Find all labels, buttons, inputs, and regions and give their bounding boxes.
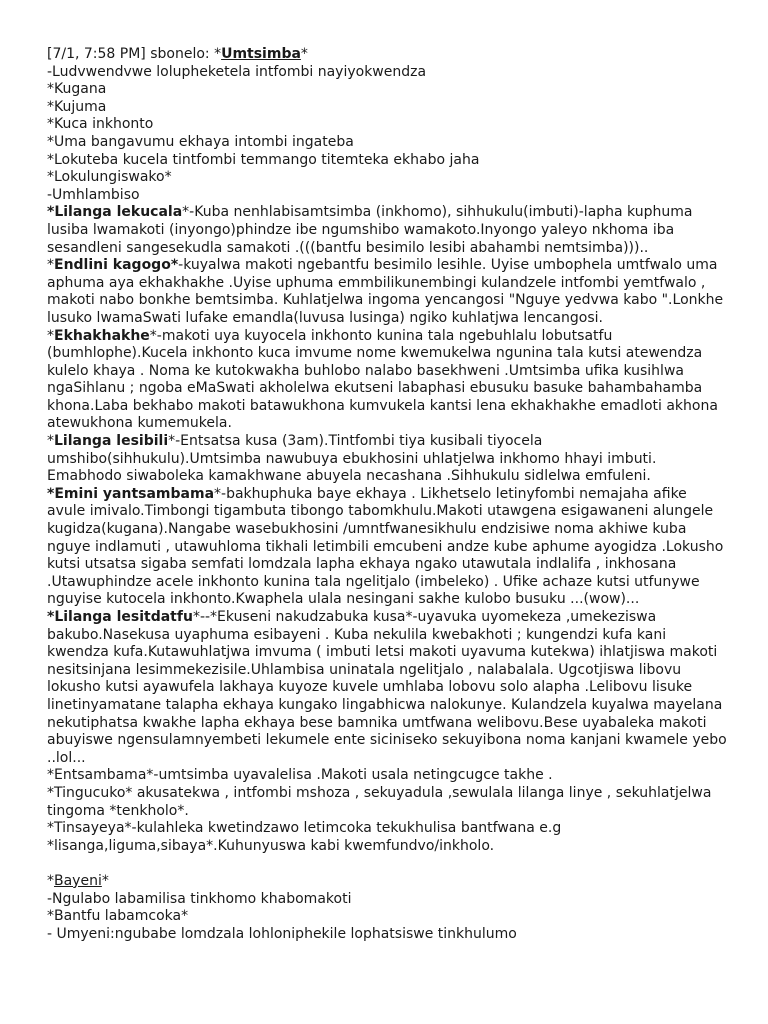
paragraph-emini-yantsambama	[47, 486, 727, 609]
paragraph-text: *-Entsatsa kusa (3am).Tintfombi tiya kusibali tiyocela umshibo(sihhukulu).Umtsimba nawubuya ebukhosini uhlatjelwa inkhomo hhayi imbuti. Emabhodo siwaboleka kamakhwane abuyela necashana .Sihhukulu sidlelwa emfuleni.	[47, 433, 657, 485]
paragraph-text: *-bakhuphuka baye ekhaya . Likhetselo letinyfombi nemajaha afike avule imivalo.Timbongi tigambuta tibongo tabomkhulu.Makoti utawgena esigawaneni alungele kugidza(kugana).Nangabe wasebukhosini /umntfwanesikhulu endzisiwe noma akhiwe kuba nguye indlamuti , utawuhloma tikhali letimbili emcubeni andze kube aphume ayogidza .Lokusho kutsi utsatsa sigaba semfati lomdzala lapha ekhaya ngako utawutala indlalifa , inkhosana .Utawuphindze acele inkhonto kunina tala ngelitjalo (imbeleko) . Ufike achaze kutsi utfunywe nguyise kutocela inkhonto.Kwaphela ulala nesingani sakhe kulobo busuku ...(wow)...	[47, 485, 724, 608]
list-item: *Bantfu labamcoka*	[47, 908, 189, 925]
paragraph-text: *-makoti uya kuyocela inkhonto kunina tala ngebuhlalu lobutsatfu (bumhlophe).Kucela inkhonto kuca imvume nome kwemukelwa ngunina tala kutsi atewendza kulelo khaya . Noma ke kutokwakha buhlobo nalabo basekhweni .Umtsimba ufika kusihlwa ngaSihlanu ; ngoba eMaSwati akholelwa ekutseni labaphasi ebusuku basuke bahambahamba khona.Laba bekhabo makoti batawukhona kumvukela kantsi lena ekhakhakhe emadloti akhona atewukhona kumemukela.	[47, 327, 718, 432]
paragraph-heading: Endlini kagogo*	[54, 257, 179, 274]
paragraph-ekhakhakhe	[47, 328, 727, 434]
paragraph-prefix: *	[47, 327, 54, 344]
paragraph-prefix: *	[47, 257, 54, 274]
paragraph-tingucuko: *Tingucuko* akusatekwa , intfombi mshoza , sekuyadula ,sewulala lilanga linye , sekuhlatjelwa tingoma *tenkholo*.	[47, 784, 712, 819]
paragraph-lilanga-lesibili	[47, 433, 727, 486]
paragraph-heading: *Lilanga lesitdatfu	[47, 609, 193, 625]
list-item: *Uma bangavumu ekhaya intombi ingateba	[47, 133, 354, 150]
list-item: - Umyeni:ngubabe lomdzala lohloniphekile lophatsiswe tinkhulumo	[47, 925, 517, 942]
list-item: *Kujuma	[47, 98, 107, 115]
list-item: *Lokulungiswako*	[47, 169, 172, 186]
paragraph-lilanga-lesitdatfu	[47, 609, 727, 767]
header-suffix: *	[300, 46, 308, 62]
paragraph-heading: Lilanga lesibili	[54, 433, 169, 450]
list-item: -Umhlambiso	[47, 186, 140, 203]
paragraph-entsambama: *Entsambama*-umtsimba uyavalelisa .Makoti usala netingcugce takhe .	[47, 767, 553, 784]
heading-bayeni: Bayeni	[54, 872, 102, 889]
spacer	[47, 855, 727, 873]
paragraph-endlini-kagogo	[47, 257, 727, 327]
header-prefix: [7/1, 7:58 PM] sbonelo: *	[47, 46, 222, 62]
document-body	[47, 46, 727, 943]
heading-umtsimba: Umtsimba	[221, 46, 301, 62]
list-item: *Kuca inkhonto	[47, 116, 154, 133]
paragraph-text: *-Kuba nenhlabisamtsimba (inkhomo), sihhukulu(imbuti)-lapha kuphuma lusiba lwamakoti (inyongo)phindze ibe ngumshibo wamakoto.Inyongo yaleyo nkhoma iba sesandleni sangesekudla samakoti .(((bantfu besimilo lesibi abahambi nemtsimba)))..	[47, 204, 693, 256]
paragraph-heading: *Emini yantsambama	[47, 485, 215, 502]
paragraph-prefix: *	[47, 433, 54, 450]
list-item: -Ngulabo labamilisa tinkhomo khabomakoti	[47, 890, 352, 907]
message-header	[47, 46, 727, 64]
paragraph-lilanga-lekucala	[47, 204, 727, 257]
heading-prefix: *	[47, 872, 54, 889]
list-item: *Lokuteba kucela tintfombi temmango titemteka ekhabo jaha	[47, 151, 480, 168]
list-item: -Ludvwendvwe lolupheketela intfombi nayiyokwendza	[47, 63, 427, 80]
list-item: *Kugana	[47, 81, 107, 98]
paragraph-text: -kuyalwa makoti ngebantfu besimilo lesihle. Uyise umbophela umtfwalo uma aphuma aya ekhakhakhe .Uyise uphuma emmbilikunembingi kulandzele intfombi yemtfwalo , makoti nabo bonkhe bemtsimba. Kuhlatjelwa ingoma yencangosi "Nguye yedvwa kabo ".Lonkhe lusuko lwamaSwati lufake emandla(luvusa lusinga) ngiko kuhlatjwa lencangosi.	[47, 257, 724, 326]
paragraph-tinsayeya: *Tinsayeya*-kulahleka kwetindzawo letimcoka tekukhulisa bantfwana e.g *lisanga,liguma,sibaya*.Kuhunyuswa kabi kwemfundvo/inkholo.	[47, 820, 562, 854]
paragraph-heading: *Lilanga lekucala	[47, 204, 183, 221]
section-heading-bayeni	[47, 873, 727, 891]
paragraph-text: *--*Ekuseni nakudzabuka kusa*-uyavuka uyomekeza ,umekeziswa bakubo.Nasekusa uyaphuma esibayeni . Kuba nekulila kwebakhoti ; kungendzi kufa kani kwendza kufa.Kutawuhlatjwa imvuma ( imbuti letsi makoti uyavuma kutekwa) ihlatjiswa makoti nesitsinjana lesimmekezisile.Uhlambisa uninatala ngelitjalo , nalabalala. Ugcotjiswa libovu lokusho kutsi ayawufela lakhaya kuyoze kuvele umhlaba lobovu solo alapha .Lelibovu lisuke linetinyamatane talapha ekhaya kungako lingabhicwa nalokunye. Kulandzela kuyalwa mayelana nekutiphatsa kwakhe lapha ekhaya bese bamnika umtfwana welibovu.Bese uyabaleka makoti abuyiswe ngensulamnyembeti lekumele ente siciniseko sekuyibona noma kanjani kwamele yebo ..lol...	[47, 609, 727, 766]
paragraph-heading: Ekhakhakhe	[54, 327, 150, 344]
heading-suffix: *	[101, 872, 109, 889]
